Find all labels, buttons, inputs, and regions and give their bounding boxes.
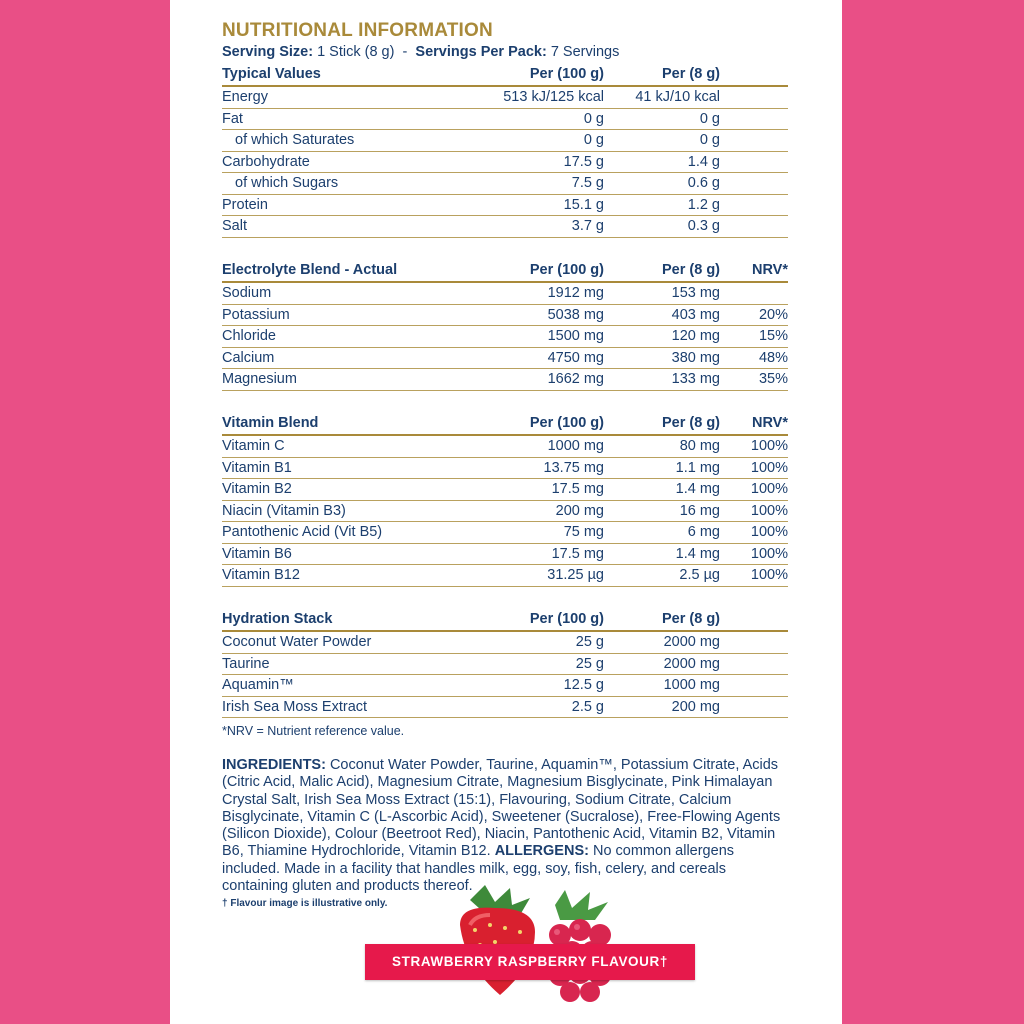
column-header: Typical Values [222, 62, 472, 86]
nutrient-value: 200 mg [604, 696, 720, 718]
table-row [222, 653, 788, 675]
nutrient-name: Energy [222, 86, 472, 108]
nutrient-value: 75 mg [472, 522, 604, 544]
nutrient-value: 1.4 mg [604, 543, 720, 565]
section-header-electrolyte [222, 258, 788, 282]
nutrient-value: 0 g [472, 108, 604, 130]
nutrient-value: 1.4 g [604, 151, 720, 173]
nutrient-name: Niacin (Vitamin B3) [222, 500, 472, 522]
nutrient-value: 1662 mg [472, 369, 604, 391]
table-row [222, 347, 788, 369]
column-header [720, 607, 788, 631]
table-row [222, 304, 788, 326]
serving-size-value: 1 Stick (8 g) [317, 44, 395, 60]
nutrient-name: Vitamin B6 [222, 543, 472, 565]
nutrient-value: 1000 mg [604, 675, 720, 697]
allergens-label: ALLERGENS: [494, 843, 589, 860]
column-header: Per (100 g) [472, 62, 604, 86]
column-header: Per (100 g) [472, 607, 604, 631]
nutrient-name: Magnesium [222, 369, 472, 391]
nutrient-name: Calcium [222, 347, 472, 369]
nutrient-value: 20% [720, 304, 788, 326]
section-gap [222, 390, 788, 411]
serving-info [222, 42, 788, 62]
nutrient-value: 403 mg [604, 304, 720, 326]
nutrient-name: Vitamin B2 [222, 479, 472, 501]
table-row [222, 457, 788, 479]
nutrient-value: 120 mg [604, 326, 720, 348]
table-row [222, 631, 788, 653]
nutrient-value: 100% [720, 457, 788, 479]
nutrient-value: 1000 mg [472, 435, 604, 457]
table-row [222, 130, 788, 152]
flavour-badge: STRAWBERRY RASPBERRY FLAVOUR† [365, 944, 695, 980]
nutrient-value: 13.75 mg [472, 457, 604, 479]
table-row [222, 282, 788, 304]
nutrient-name: Potassium [222, 304, 472, 326]
nutrient-value: 0.6 g [604, 173, 720, 195]
nutrient-value: 513 kJ/125 kcal [472, 86, 604, 108]
nutrient-value: 16 mg [604, 500, 720, 522]
ingredients-label: INGREDIENTS: [222, 757, 326, 773]
nutrient-value: 17.5 mg [472, 543, 604, 565]
nutrient-value [720, 151, 788, 173]
column-header: Vitamin Blend [222, 411, 472, 435]
column-header: Hydration Stack [222, 607, 472, 631]
nutrient-value: 80 mg [604, 435, 720, 457]
nutrient-name: Fat [222, 108, 472, 130]
nutrient-value: 1.4 mg [604, 479, 720, 501]
nutrient-name: Sodium [222, 282, 472, 304]
column-header: Per (8 g) [604, 258, 720, 282]
page-title: NUTRITIONAL INFORMATION [222, 20, 493, 41]
nutrient-name: Salt [222, 216, 472, 238]
nutrient-value [720, 653, 788, 675]
table-row [222, 194, 788, 216]
nutrient-name: Irish Sea Moss Extract [222, 696, 472, 718]
nutrient-name: Vitamin B12 [222, 565, 472, 587]
nutrient-value: 25 g [472, 653, 604, 675]
nutrition-panel [170, 0, 842, 1024]
nutrient-value: 4750 mg [472, 347, 604, 369]
column-header [720, 62, 788, 86]
nutrient-value [720, 173, 788, 195]
label-content [222, 20, 788, 895]
nutrient-value: 1912 mg [472, 282, 604, 304]
table-row [222, 151, 788, 173]
nutrient-name: Pantothenic Acid (Vit B5) [222, 522, 472, 544]
nutrient-value: 100% [720, 522, 788, 544]
column-header: Per (100 g) [472, 258, 604, 282]
section-header-vitamin [222, 411, 788, 435]
nutrient-name: Aquamin™ [222, 675, 472, 697]
nutrient-value [720, 216, 788, 238]
section-header-typical [222, 62, 788, 86]
nutrient-name: of which Sugars [222, 173, 472, 195]
nutrient-value: 133 mg [604, 369, 720, 391]
nutrient-value: 0 g [472, 130, 604, 152]
nutrient-value: 41 kJ/10 kcal [604, 86, 720, 108]
nutrient-value: 12.5 g [472, 675, 604, 697]
nutrient-value: 3.7 g [472, 216, 604, 238]
nutrient-value: 17.5 mg [472, 479, 604, 501]
nutrient-value [720, 282, 788, 304]
nutrient-value: 17.5 g [472, 151, 604, 173]
allergens-text: No common allergens included. Made in a facility that handles milk, egg, soy, fish, celery, and cereals containing gluten and products thereof. [222, 843, 735, 895]
column-header: NRV* [720, 411, 788, 435]
nutrient-value [720, 86, 788, 108]
nutrient-value: 1.1 mg [604, 457, 720, 479]
nutrient-name: Chloride [222, 326, 472, 348]
serving-size-label: Serving Size: [222, 44, 314, 60]
table-row [222, 479, 788, 501]
nutrition-table [222, 62, 788, 718]
table-row [222, 173, 788, 195]
nutrient-name: Protein [222, 194, 472, 216]
nutrient-value: 153 mg [604, 282, 720, 304]
servings-per-pack-label: Servings Per Pack: [415, 44, 547, 60]
nutrient-value: 100% [720, 435, 788, 457]
section-header-hydration [222, 607, 788, 631]
nutrient-value: 48% [720, 347, 788, 369]
column-header: NRV* [720, 258, 788, 282]
column-header: Per (8 g) [604, 411, 720, 435]
nutrient-value: 100% [720, 479, 788, 501]
flavour-image-note: † Flavour image is illustrative only. [222, 898, 388, 909]
table-row [222, 522, 788, 544]
nutrient-value [720, 130, 788, 152]
nutrient-value: 1500 mg [472, 326, 604, 348]
table-row [222, 216, 788, 238]
section-gap [222, 586, 788, 607]
nutrient-value: 100% [720, 565, 788, 587]
nutrient-value: 0 g [604, 130, 720, 152]
column-header: Electrolyte Blend - Actual [222, 258, 472, 282]
nutrient-name: Taurine [222, 653, 472, 675]
nutrient-value: 200 mg [472, 500, 604, 522]
table-row [222, 500, 788, 522]
nutrient-value: 5038 mg [472, 304, 604, 326]
nutrient-value [720, 696, 788, 718]
nutrient-name: Vitamin C [222, 435, 472, 457]
section-gap [222, 237, 788, 258]
nutrient-value: 380 mg [604, 347, 720, 369]
nutrient-value: 2.5 g [472, 696, 604, 718]
nutrient-value: 0.3 g [604, 216, 720, 238]
table-row [222, 108, 788, 130]
ingredients-text: Coconut Water Powder, Taurine, Aquamin™, Potassium Citrate, Acids (Citric Acid, Malic Acid), Magnesium Citrate, Magnesium Bisglycinate, Pink Himalayan Crystal Salt, Irish Sea Moss Extract (15:1), Flavouring, Sodium Citrate, Calcium Bisglycinate, Vitamin C (L-Ascorbic Acid), Sweetener (Sucralose), Free-Flowing Agents (Silicon Dioxide), Colour (Beetroot Red), Niacin, Pantothenic Acid, Vitamin B2, Vitamin B6, Thiamine Hydrochloride, Vitamin B12. [222, 757, 781, 860]
nutrient-value: 1.2 g [604, 194, 720, 216]
nutrient-value [720, 194, 788, 216]
nutrient-value: 0 g [604, 108, 720, 130]
table-row [222, 326, 788, 348]
nutrient-value: 100% [720, 500, 788, 522]
nutrient-value [720, 675, 788, 697]
column-header: Per (8 g) [604, 62, 720, 86]
table-row [222, 543, 788, 565]
nutrient-value: 25 g [472, 631, 604, 653]
nutrient-value: 35% [720, 369, 788, 391]
servings-per-pack-value: 7 Servings [550, 44, 620, 60]
nutrient-name: of which Saturates [222, 130, 472, 152]
nutrient-value: 100% [720, 543, 788, 565]
nutrient-value: 2000 mg [604, 631, 720, 653]
table-row [222, 675, 788, 697]
table-row [222, 565, 788, 587]
nutrient-value: 2.5 µg [604, 565, 720, 587]
nutrient-value: 15.1 g [472, 194, 604, 216]
nutrient-value: 15% [720, 326, 788, 348]
nutrient-name: Vitamin B1 [222, 457, 472, 479]
nutrient-value [720, 631, 788, 653]
column-header: Per (8 g) [604, 607, 720, 631]
table-row [222, 696, 788, 718]
nutrient-value: 7.5 g [472, 173, 604, 195]
nutrient-value: 6 mg [604, 522, 720, 544]
ingredients-paragraph [222, 757, 788, 895]
table-row [222, 86, 788, 108]
nutrient-value [720, 108, 788, 130]
nutrient-name: Carbohydrate [222, 151, 472, 173]
table-row [222, 369, 788, 391]
nrv-footnote: *NRV = Nutrient reference value. [222, 724, 405, 738]
serving-separator: - [402, 44, 408, 60]
table-row [222, 435, 788, 457]
nutrient-value: 31.25 µg [472, 565, 604, 587]
column-header: Per (100 g) [472, 411, 604, 435]
nutrient-value: 2000 mg [604, 653, 720, 675]
nutrient-name: Coconut Water Powder [222, 631, 472, 653]
